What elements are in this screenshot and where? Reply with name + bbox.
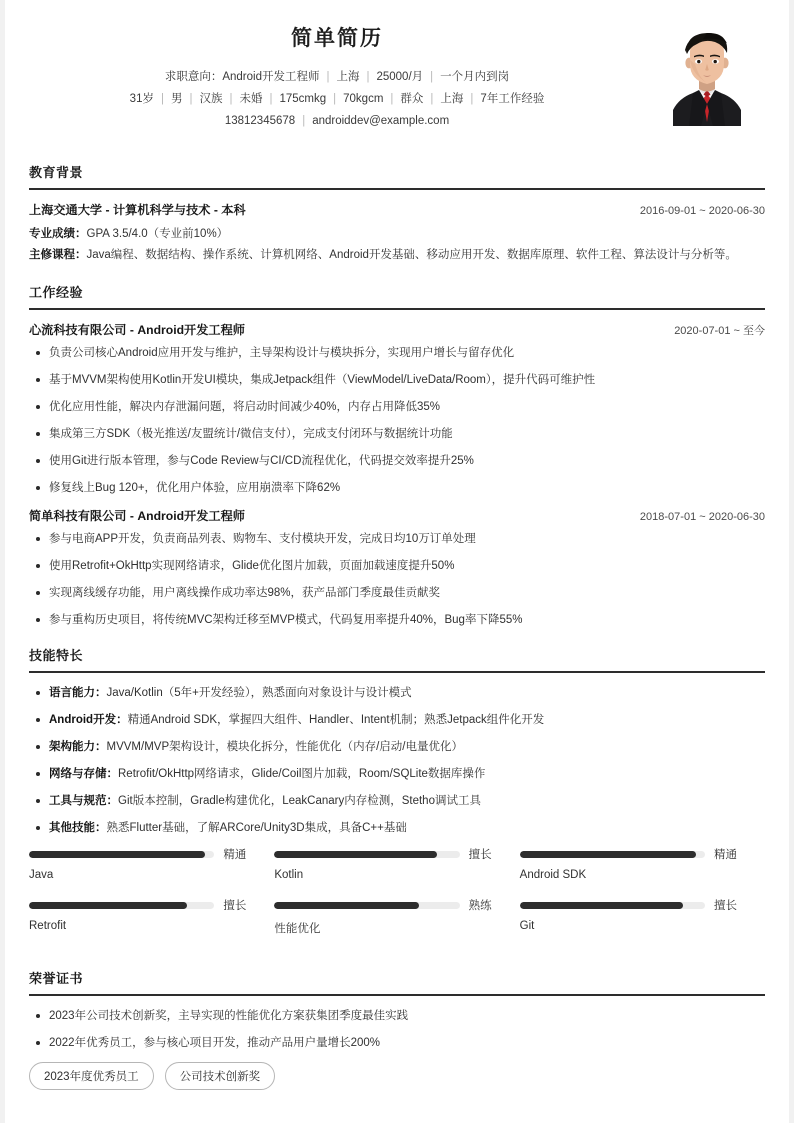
list-item [29,711,765,729]
personal-item: 男 [170,93,183,105]
list-item: 负责公司核心Android应用开发与维护，主导架构设计与模块拆分，实现用户增长与留存优化 [29,344,765,362]
skill-bar-track [520,902,705,909]
skill-bar-name: Retrofit [29,920,67,932]
skill-bar-track [274,902,459,909]
education-entry [29,201,765,266]
list-item: 基于MVVM架构使用Kotlin开发UI模块，集成Jetpack组件（ViewModel/LiveData/Room），提升代码可维护性 [29,371,765,389]
experience-entry-head [29,507,765,524]
objective-item: 上海 [336,71,360,83]
section-heading-experience: 工作经验 [29,282,765,310]
education-courses [29,245,765,266]
contact-row [29,110,645,132]
list-item [29,792,765,810]
job-bullet-list [29,530,765,629]
skill-bar-row [520,846,737,862]
personal-item: 70kgcm [343,93,384,105]
objective-label: 求职意向： [164,71,223,83]
gpa-value: GPA 3.5/4.0（专业前10%） [86,228,229,240]
list-item: 实现离线缓存功能，用户离线操作成功率达98%，获产品部门季度最佳贡献奖 [29,584,765,602]
separator-icon: | [390,93,394,105]
section-heading-skills: 技能特长 [29,645,765,673]
skill-level-label: 精通 [223,849,247,861]
skill-bar-name: Java [29,869,54,881]
skill-bar-fill [29,902,187,909]
skill-level-label: 熟练 [468,900,492,912]
personal-item: 上海 [440,93,464,105]
skill-bar-fill [274,851,437,858]
honor-tag-list [29,1062,765,1090]
list-item: 2022年优秀员工，参与核心项目开发，推动产品用户量增长200% [29,1034,765,1052]
skill-bar-fill [274,902,419,909]
skill-label: 工具与规范： [49,795,118,807]
job-bullet-list [29,344,765,497]
skill-label: Android开发： [49,714,128,726]
section-experience [29,282,765,629]
skill-text: 精通Android SDK，掌握四大组件、Handler、Intent机制；熟悉Jetpack组件化开发 [127,714,545,726]
skill-bar-fill [29,851,205,858]
honors-bullet-list [29,1007,765,1052]
separator-icon: | [189,93,193,105]
email-address: androiddev@example.com [312,115,450,127]
skill-bar-track [29,902,214,909]
list-item: 使用Git进行版本管理，参与Code Review与CI/CD流程优化，代码提交效率提升25% [29,452,765,470]
separator-icon: | [366,71,370,83]
resume-header [29,0,765,146]
personal-item: 汉族 [199,93,223,105]
skill-bar-name: Git [519,920,535,932]
skill-bar-cell [520,846,765,881]
objective-row [29,66,645,88]
job-title: 简单科技有限公司 - Android开发工程师 [29,509,245,523]
avatar-illustration-icon [659,26,755,126]
experience-entry-head [29,321,765,338]
avatar [659,26,755,126]
skill-text: 熟悉Flutter基础，了解ARCore/Unity3D集成，具备C++基础 [106,822,407,834]
skill-label: 其他技能： [49,822,107,834]
section-heading-education: 教育背景 [29,162,765,190]
separator-icon: | [333,93,337,105]
list-item: 修复线上Bug 120+，优化用户体验，应用崩溃率下降62% [29,479,765,497]
skill-bar-name: 性能优化 [274,923,321,935]
section-skills [29,645,765,952]
personal-info-row [29,88,645,110]
list-item [29,738,765,756]
skill-level-label: 精通 [713,849,737,861]
skill-bar-row [274,846,491,862]
section-education [29,162,765,266]
skill-level-label: 擅长 [468,849,492,861]
status-badge: 公司技术创新奖 [165,1062,276,1090]
skill-bar-cell [274,846,519,881]
skill-level-label: 擅长 [223,900,247,912]
separator-icon: | [326,71,330,83]
skill-bar-row [29,897,246,913]
personal-item: 31岁 [129,93,154,105]
experience-entry [29,507,765,629]
personal-item: 175cmkg [279,93,327,105]
skill-label: 网络与存储： [49,768,118,780]
personal-item: 7年工作经验 [480,93,545,105]
separator-icon: | [430,71,434,83]
list-item: 集成第三方SDK（极光推送/友盟统计/微信支付），完成支付闭环与数据统计功能 [29,425,765,443]
skill-bar-cell [520,897,765,936]
list-item: 优化应用性能，解决内存泄漏问题，将启动时间减少40%，内存占用降低35% [29,398,765,416]
skill-bar-cell [274,897,519,936]
list-item: 使用Retrofit+OkHttp实现网络请求，Glide优化图片加载，页面加载速度提升50% [29,557,765,575]
separator-icon: | [229,93,233,105]
list-item: 参与重构历史项目，将传统MVC架构迁移至MVP模式，代码复用率提升40%，Bug率下降55% [29,611,765,629]
skill-bar-cell [29,846,274,881]
list-item: 2023年公司技术创新奖，主导实现的性能优化方案获集团季度最佳实践 [29,1007,765,1025]
page-title: 简单简历 [291,27,383,50]
phone-number: 13812345678 [224,115,296,127]
experience-entry [29,321,765,497]
list-item [29,684,765,702]
skill-bar-name: Android SDK [519,869,587,881]
separator-icon: | [302,115,306,127]
courses-label: 主修课程： [29,249,87,261]
skill-bar-fill [520,851,696,858]
objective-item: 25000/月 [376,71,424,83]
status-badge: 2023年度优秀员工 [29,1062,154,1090]
separator-icon: | [160,93,164,105]
skill-bar-track [520,851,705,858]
skill-bar-row [29,846,246,862]
skill-bar-track [29,851,214,858]
job-title: 心流科技有限公司 - Android开发工程师 [29,323,245,337]
personal-item: 群众 [400,93,424,105]
list-item [29,765,765,783]
skill-bar-track [274,851,459,858]
skill-bullet-list [29,684,765,837]
skill-label: 架构能力： [49,741,107,753]
education-gpa [29,224,765,245]
gpa-label: 专业成绩： [29,228,87,240]
school-title: 上海交通大学 - 计算机科学与技术 - 本科 [29,203,246,217]
list-item: 参与电商APP开发，负责商品列表、购物车、支付模块开发，完成日均10万订单处理 [29,530,765,548]
education-date: 2016-09-01 ~ 2020-06-30 [639,205,765,217]
section-honors [29,968,765,1090]
skill-bar-grid [29,846,765,952]
personal-item: 未婚 [239,93,263,105]
skill-bar-cell [29,897,274,936]
skill-bar-name: Kotlin [274,869,304,881]
separator-icon: | [470,93,474,105]
courses-value: Java编程、数据结构、操作系统、计算机网络、Android开发基础、移动应用开发、数据库原理、软件工程、算法设计与分析等。 [86,249,737,261]
skill-text: Java/Kotlin（5年+开发经验），熟悉面向对象设计与设计模式 [106,687,412,699]
header-text-block [29,22,765,132]
skill-text: Retrofit/OkHttp网络请求，Glide/Coil图片加载，Room/SQLite数据库操作 [118,768,486,780]
separator-icon: | [430,93,434,105]
objective-item: 一个月内到岗 [440,71,510,83]
objective-item: Android开发工程师 [222,71,320,83]
separator-icon: | [269,93,273,105]
skill-text: MVVM/MVP架构设计，模块化拆分，性能优化（内存/启动/电量优化） [106,741,464,753]
skill-bar-row [520,897,737,913]
skill-bar-row [274,897,491,913]
list-item [29,819,765,837]
section-heading-honors: 荣誉证书 [29,968,765,996]
skill-level-label: 擅长 [713,900,737,912]
job-date: 2020-07-01 ~ 至今 [674,325,765,337]
skill-text: Git版本控制，Gradle构建优化，LeakCanary内存检测，Stetho调试工具 [118,795,481,807]
skill-label: 语言能力： [49,687,107,699]
education-entry-head [29,201,765,218]
skill-bar-fill [520,902,683,909]
job-date: 2018-07-01 ~ 2020-06-30 [639,511,765,523]
